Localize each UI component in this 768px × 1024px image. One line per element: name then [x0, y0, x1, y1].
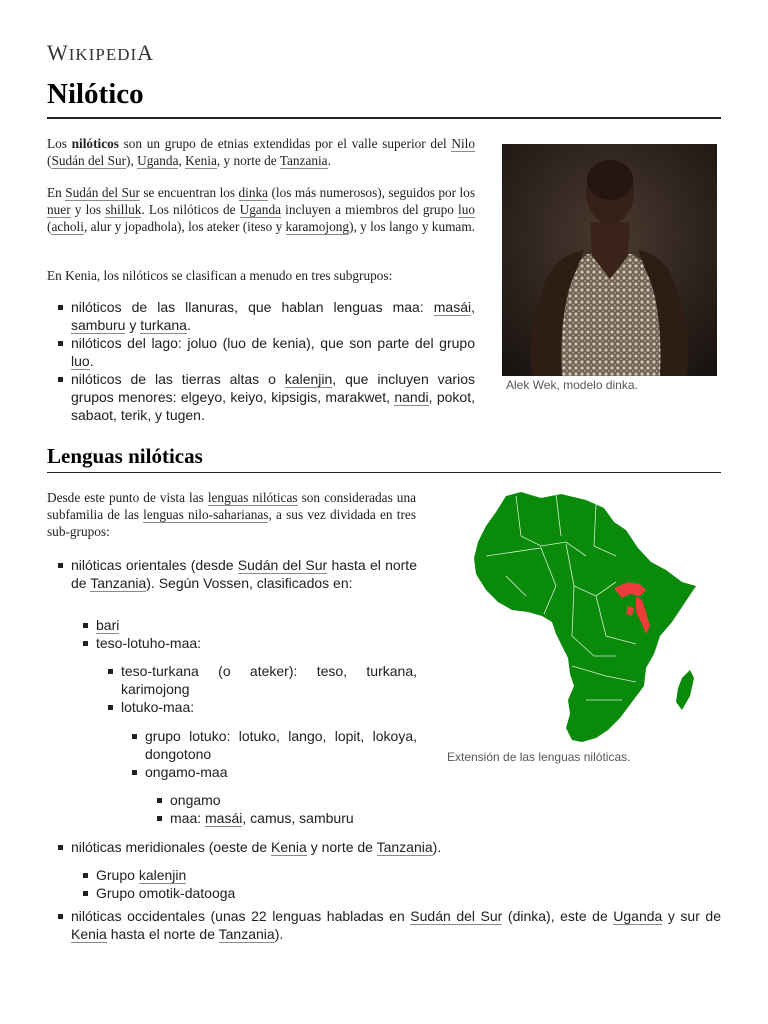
link-tanzania[interactable]: Tanzania — [218, 926, 275, 942]
link-uganda[interactable]: Uganda — [239, 202, 282, 217]
link-uganda[interactable]: Uganda — [613, 908, 663, 924]
bullet — [83, 641, 88, 646]
list-item: Grupo omotik-datooga — [96, 884, 716, 902]
link-luo[interactable]: luo — [458, 202, 476, 217]
wikipedia-wordmark[interactable]: WIKIPEDIA — [47, 40, 155, 65]
africa-map[interactable] — [446, 486, 721, 748]
list-item: ongamo — [170, 791, 416, 809]
link-kenia[interactable]: Kenia — [71, 926, 107, 942]
link-tanzania[interactable]: Tanzania — [90, 575, 147, 591]
africa-landmass — [474, 492, 696, 742]
list-item-orientales: nilóticas orientales (desde Sudán del Sur hasta el norte de Tanzania). Según Vossen, clasificados en: — [71, 556, 417, 592]
bullet — [132, 734, 137, 739]
intro-paragraph-2: En Sudán del Sur se encuentran los dinka (los más numerosos), seguidos por los nuer y los shilluk. Los nilóticos de Uganda incluyen a miembros del grupo luo (acholi, alur y jopadhola), los ateker (iteso y karamojong), y los lango y kumam. — [47, 185, 476, 234]
teso-lotuho-maa-sublist — [121, 662, 417, 716]
list-item: teso-lotuho-maa: — [96, 634, 416, 652]
link-nilo[interactable]: Nilo — [451, 136, 475, 151]
photo-caption: Alek Wek, modelo dinka. — [506, 378, 638, 392]
occidentales-list — [71, 907, 721, 943]
link-masai[interactable]: masái — [433, 299, 472, 315]
link-acholi[interactable]: acholi — [51, 219, 84, 234]
bullet — [58, 305, 63, 310]
section-heading: Lenguas nilóticas — [47, 444, 203, 468]
alek-wek-photo[interactable] — [502, 144, 717, 376]
link-sudan-del-sur[interactable]: Sudán del Sur — [410, 908, 503, 924]
title-divider — [47, 117, 721, 119]
link-sudan-del-sur[interactable]: Sudán del Sur — [51, 153, 127, 168]
bullet — [83, 623, 88, 628]
bullet — [83, 873, 88, 878]
link-uganda[interactable]: Uganda — [137, 153, 179, 168]
bullet — [58, 341, 63, 346]
languages-list — [71, 556, 417, 592]
list-item-occidentales: nilóticas occidentales (unas 22 lenguas habladas en Sudán del Sur (dinka), este de Uganda y sur de Kenia hasta el norte de Tanzania). — [71, 907, 721, 943]
link-sudan-del-sur[interactable]: Sudán del Sur — [65, 185, 140, 200]
link-shilluk[interactable]: shilluk — [105, 202, 142, 217]
section-divider — [47, 472, 721, 473]
intro-paragraph-3: En Kenia, los nilóticos se clasifican a menudo en tres subgrupos: — [47, 268, 393, 283]
link-turkana[interactable]: turkana — [140, 317, 187, 333]
madagascar — [676, 670, 694, 710]
list-item-meridionales: nilóticas meridionales (oeste de Kenia y norte de Tanzania). — [71, 838, 721, 856]
list-item: teso-turkana (o ateker): teso, turkana, karimojong — [121, 662, 417, 698]
bullet — [157, 816, 162, 821]
link-kalenjin[interactable]: kalenjin — [284, 371, 333, 387]
link-masai[interactable]: masái — [205, 810, 243, 826]
link-tanzania[interactable]: Tanzania — [376, 839, 433, 855]
page-title: Nilótico — [47, 78, 144, 110]
subgroup-list — [71, 298, 475, 424]
section-paragraph: Desde este punto de vista las lenguas nilóticas son consideradas una subfamilia de las lenguas nilo-saharianas, a sus vez dividada en tres sub-grupos: — [47, 490, 416, 539]
bullet — [132, 770, 137, 775]
bullet — [108, 705, 113, 710]
link-nuer[interactable]: nuer — [47, 202, 71, 217]
link-lenguas-niloticas[interactable]: lenguas nilóticas — [207, 490, 298, 505]
link-sudan-del-sur[interactable]: Sudán del Sur — [237, 557, 328, 573]
portrait-illustration — [502, 144, 717, 376]
list-item: grupo lotuko: lotuko, lango, lopit, lokoya, dongotono — [145, 727, 417, 763]
map-caption: Extensión de las lenguas nilóticas. — [447, 750, 631, 764]
list-item: nilóticos del lago: joluo (luo de kenia), que son parte del grupo luo. — [71, 334, 475, 370]
bullet — [83, 891, 88, 896]
ongamo-maa-sublist — [170, 791, 416, 827]
bullet — [58, 563, 63, 568]
link-luo[interactable]: luo — [71, 353, 90, 369]
list-item: lotuko-maa: — [121, 698, 417, 716]
link-samburu[interactable]: samburu — [71, 317, 126, 333]
bullet — [58, 845, 63, 850]
list-item — [96, 616, 416, 634]
bullet — [58, 377, 63, 382]
bold-term: nilóticos — [71, 136, 119, 151]
meridionales-sublist — [96, 866, 716, 902]
link-dinka[interactable]: dinka — [238, 185, 269, 200]
bullet — [108, 669, 113, 674]
list-item: nilóticos de las llanuras, que hablan lenguas maa: masái, samburu y turkana. — [71, 298, 475, 334]
link-kalenjin[interactable]: kalenjin — [138, 867, 187, 883]
list-item: ongamo-maa — [145, 763, 417, 781]
meridionales-list — [71, 838, 721, 856]
link-lenguas-nilo-saharianas[interactable]: lenguas nilo-saharianas — [143, 507, 269, 522]
orientales-sublist — [96, 616, 416, 652]
intro-paragraph-1: Los nilóticos son un grupo de etnias extendidas por el valle superior del Nilo (Sudán del Sur), Uganda, Kenia, y norte de Tanzania. — [47, 136, 475, 168]
link-bari[interactable]: bari — [96, 617, 120, 633]
list-item: maa: masái, camus, samburu — [170, 809, 416, 827]
link-kenia[interactable]: Kenia — [185, 153, 217, 168]
list-item: nilóticos de las tierras altas o kalenjin, que incluyen varios grupos menores: elgeyo, keiyo, kipsigis, marakwet, nandi, pokot, sabaot, terik, y tugen. — [71, 370, 475, 424]
link-kenia[interactable]: Kenia — [271, 839, 307, 855]
link-karamojong[interactable]: karamojong — [285, 219, 350, 234]
lotuko-maa-sublist — [145, 727, 417, 781]
bullet — [58, 914, 63, 919]
list-item: Grupo kalenjin — [96, 866, 716, 884]
bullet — [157, 798, 162, 803]
link-tanzania[interactable]: Tanzania — [279, 153, 328, 168]
link-nandi[interactable]: nandi — [394, 389, 429, 405]
